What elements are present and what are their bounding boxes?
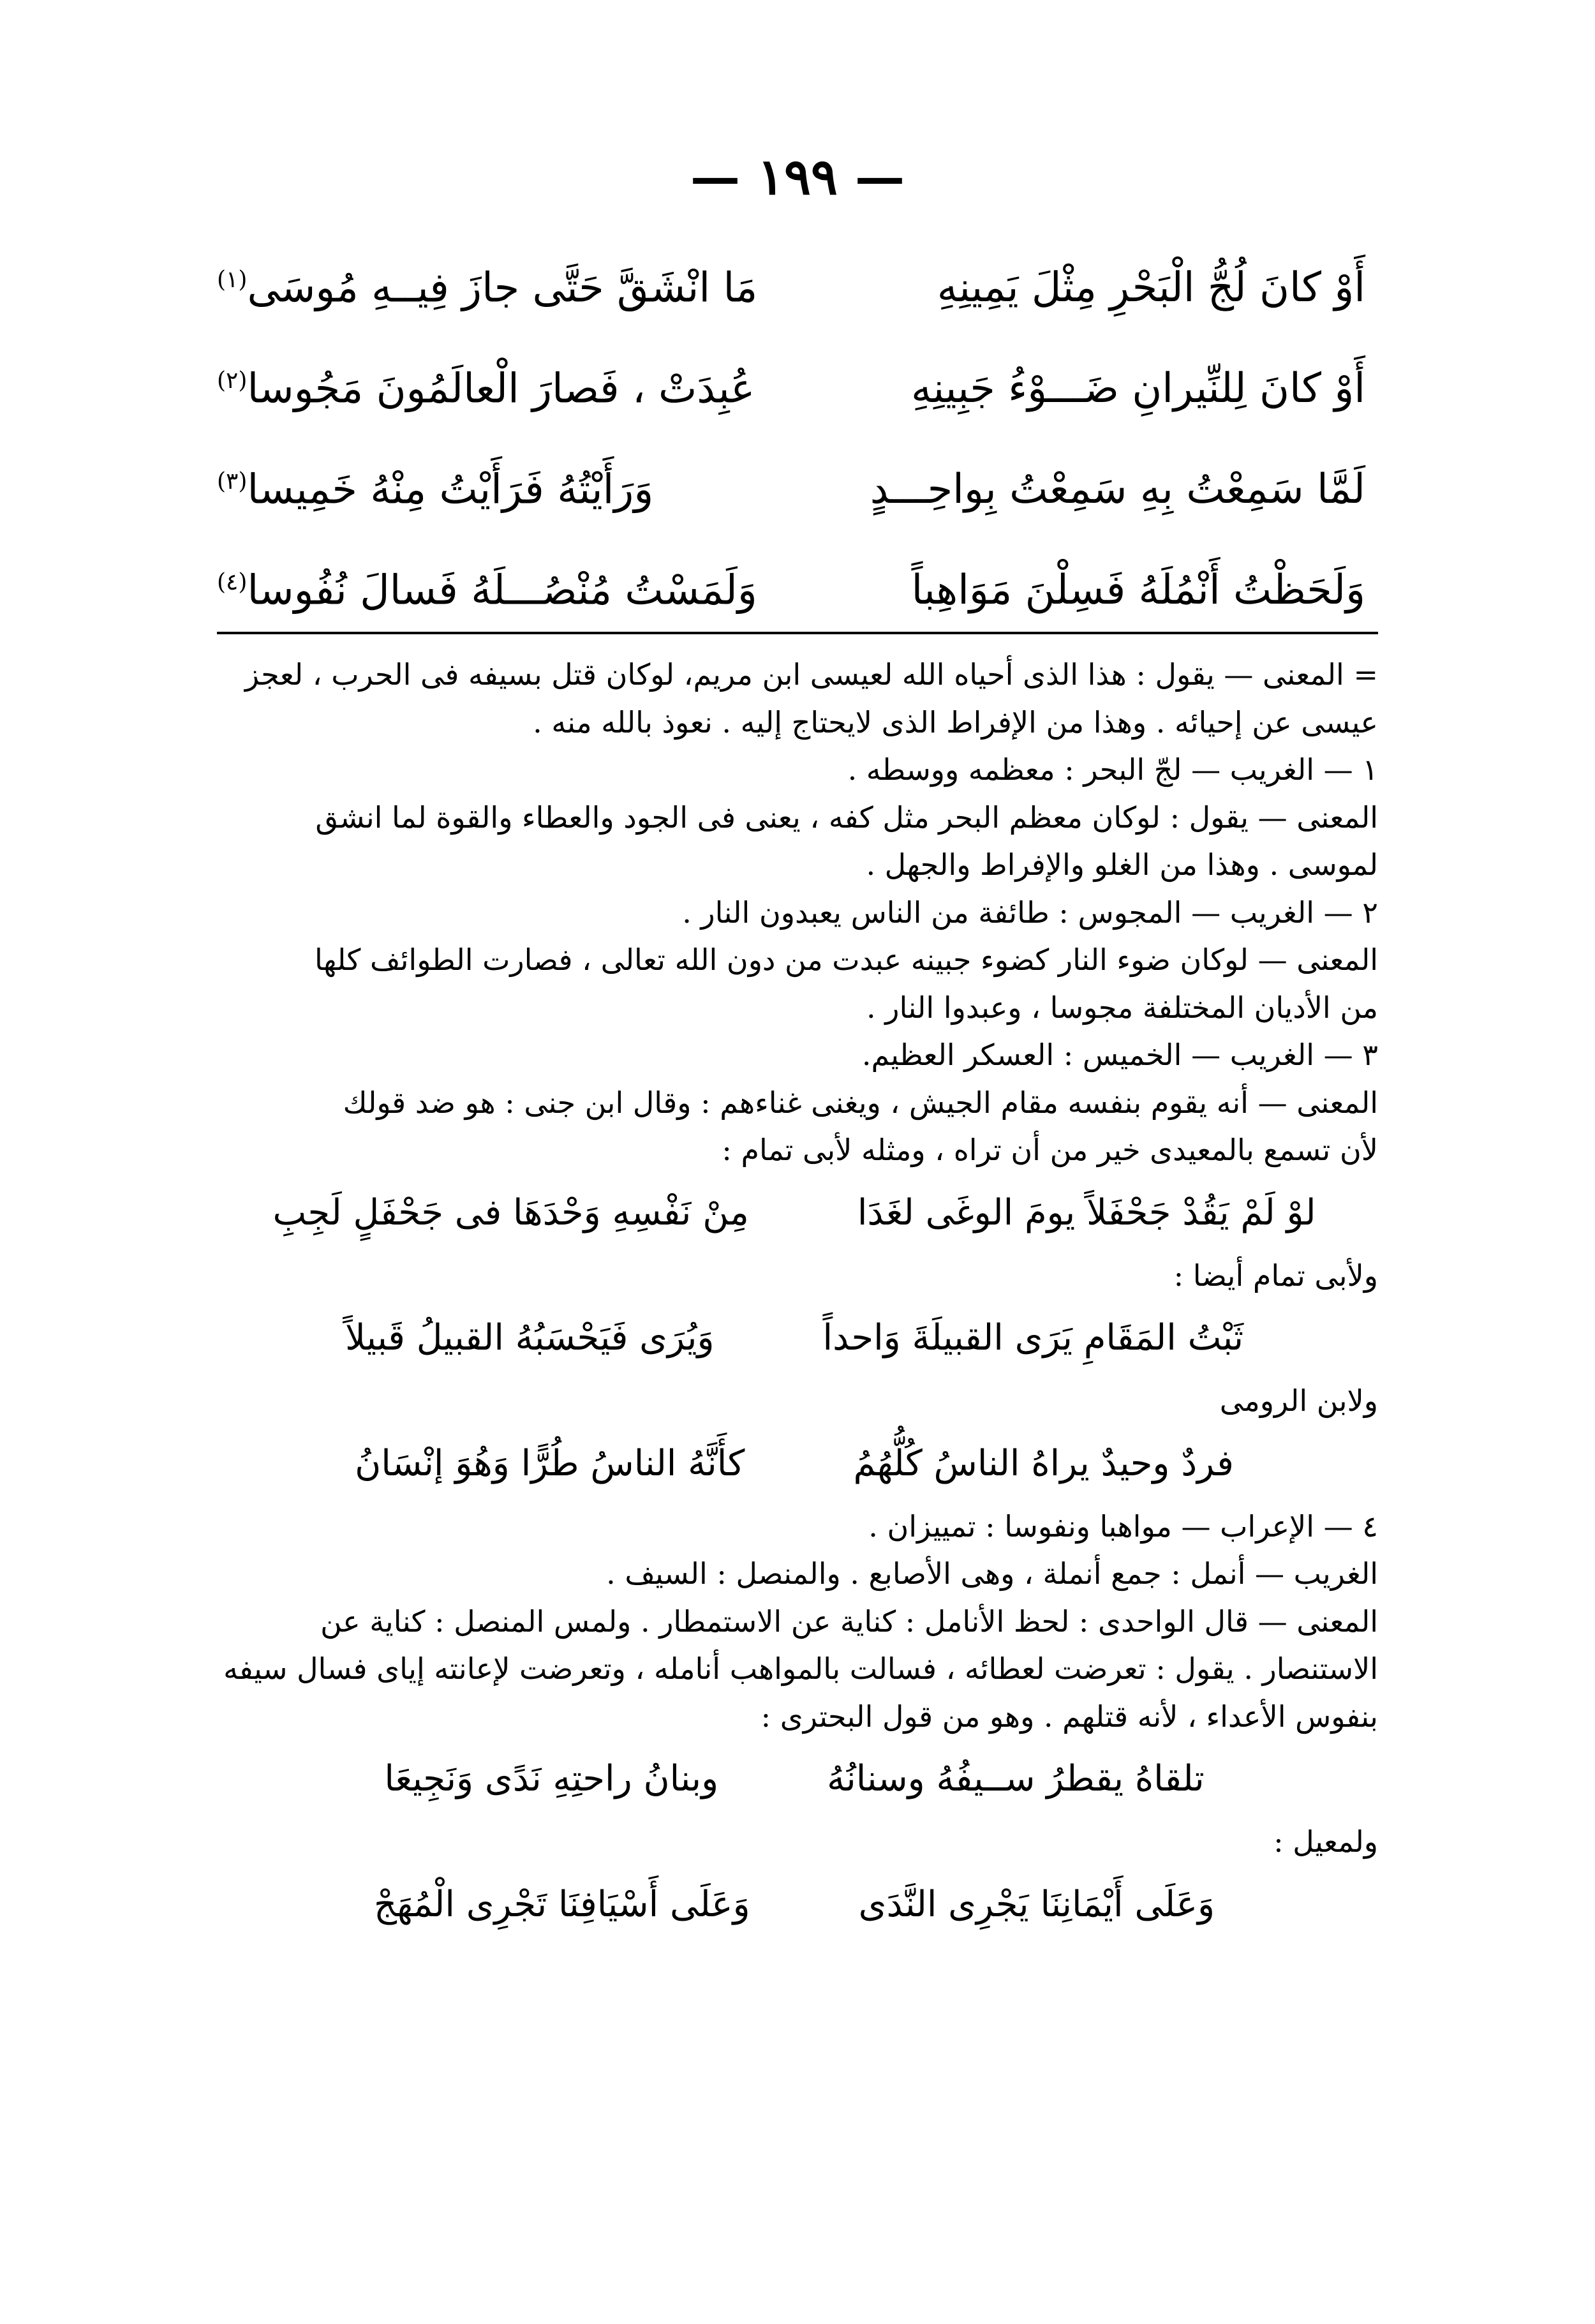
commentary-line: المعنى — قال الواحدى : لحظ الأنامل : كناية عن الاستمطار . ولمس المنصل : كناية عن <box>320 1604 1378 1639</box>
quoted-verse-second-hemistich: وَيُرَى فَيَحْسَبُهُ القبيلُ قَبيلاً <box>345 1317 715 1359</box>
quoted-verse <box>211 1740 1378 1818</box>
quoted-verse <box>211 1866 1378 1944</box>
verse-line <box>217 431 1365 532</box>
commentary-line: ٢ — الغريب — المجوس : طائفة من الناس يعبدون النار . <box>682 895 1378 930</box>
verse-second-hemistich: وَلَمَسْتُ مُنْصُـــلَهُ فَسالَ نُفُوسا <box>247 567 757 615</box>
quoted-verse <box>211 1174 1378 1252</box>
verse-first-hemistich: أَوْ كانَ لِلنِّيرانِ ضَـــوْءُ جَبِينِهِ <box>911 365 1365 413</box>
commentary-line: المعنى — لوكان ضوء النار كضوء جبينه عبدت من دون الله تعالى ، فصارت الطوائف كلها <box>315 942 1378 977</box>
footnote-marker: (١) <box>217 267 248 293</box>
verse-second-hemistich: مَا انْشَقَّ حَتَّى جازَ فِيــهِ مُوسَى <box>247 264 758 312</box>
verse-second-hemistich: عُبِدَتْ ، فَصارَ الْعالَمُونَ مَجُوسا <box>247 365 755 413</box>
commentary-block <box>211 651 1378 1944</box>
quoted-verse <box>211 1425 1378 1503</box>
verse-second-hemistich-wrap <box>217 230 757 338</box>
verse-second-hemistich-wrap <box>217 331 755 439</box>
verse-second-hemistich-wrap <box>217 532 757 641</box>
quoted-verse-second-hemistich: مِنْ نَفْسِهِ وَحْدَهَا فى جَحْفَلٍ لَجِبِ <box>272 1191 749 1233</box>
verse-first-hemistich: وَلَحَظْتُ أَنْمُلَهُ فَسِلْنَ مَوَاهِباً <box>911 567 1365 615</box>
footnote-marker: (٢) <box>217 368 248 394</box>
verse-second-hemistich-wrap <box>217 431 653 540</box>
verse-first-hemistich: أَوْ كانَ لُجُّ الْبَحْرِ مِثْلَ يَمِينِهِ <box>937 264 1365 312</box>
commentary-line: لأن تسمع بالمعيدى خير من أن تراه ، ومثله لأبى تمام : <box>722 1133 1378 1167</box>
verse-first-hemistich: لَمَّا سَمِعْتُ بِهِ سَمِعْتُ بِواحِـــدٍ <box>870 466 1365 514</box>
quoted-verse-second-hemistich: كأَنَّهُ الناسُ طُرًّا وَهُوَ إنْسَانُ <box>355 1442 745 1484</box>
commentary-line: ٣ — الغريب — الخميس : العسكر العظيم. <box>861 1038 1378 1072</box>
commentary-line: ولمعيل : <box>1273 1824 1378 1859</box>
commentary-line: عيسى عن إحيائه . وهذا من الإفراط الذى لايحتاج إليه . نعوذ بالله منه . <box>533 704 1378 740</box>
quoted-verse-second-hemistich: وَعَلَى أَسْيَافِنَا تَجْرِى الْمُهَجْ <box>373 1883 750 1925</box>
commentary-line: = المعنى — يقول : هذا الذى أحياه الله لعيسى ابن مريم، لوكان قتل بسيفه فى الحرب ، لعجز <box>244 657 1378 692</box>
commentary-line: من الأديان المختلفة مجوسا ، وعبدوا النار . <box>866 990 1378 1025</box>
commentary-line: المعنى — أنه يقوم بنفسه مقام الجيش ، ويغنى غناءهم : وقال ابن جنى : هو ضد قولك <box>343 1085 1378 1120</box>
commentary-line: ٤ — الإعراب — مواهبا ونفوسا : تمييزان . <box>868 1508 1378 1544</box>
commentary-line: ولابن الرومى <box>1219 1383 1378 1418</box>
verse-line <box>217 331 1365 431</box>
quoted-verse-first-hemistich: وَعَلَى أَيْمَانِنَا يَجْرِى النَّدَى <box>858 1883 1215 1925</box>
commentary-line: لموسى . وهذا من الغلو والإفراط والجهل . <box>866 847 1378 882</box>
commentary-line: بنفوس الأعداء ، لأنه قتلهم . وهو من قول البحترى : <box>760 1699 1378 1734</box>
verse-block <box>217 230 1365 633</box>
commentary-line: الاستنصار . يقول : تعرضت لعطائه ، فسالت بالمواهب أنامله ، وتعرضت لإعانته إياى فسال سيفه <box>223 1651 1378 1686</box>
verse-line <box>217 230 1365 331</box>
commentary-line: المعنى — يقول : لوكان معظم البحر مثل كفه ، يعنى فى الجود والعطاء والقوة لما انشق <box>315 800 1378 835</box>
quoted-verse-first-hemistich: لوْ لَمْ يَقُدْ جَحْفَلاً يومَ الوغَى لغَدَا <box>857 1191 1316 1233</box>
commentary-line: الغريب — أنمل : جمع أنملة ، وهى الأصابع . والمنصل : السيف . <box>606 1556 1378 1591</box>
verse-second-hemistich: وَرَأَيْتُهُ فَرَأَيْتُ مِنْهُ خَمِيسا <box>247 466 654 514</box>
quoted-verse-first-hemistich: ثَبْتُ المَقَامِ يَرَى القبيلَةَ وَاحداً <box>822 1317 1244 1359</box>
footnote-marker: (٣) <box>217 468 248 495</box>
commentary-line: ١ — الغريب — لجّ البحر : معظمه ووسطه . <box>847 752 1378 787</box>
footnote-marker: (٤) <box>217 569 248 595</box>
page-number: — ١٩٩ — <box>690 148 905 206</box>
quoted-verse-first-hemistich: فردٌ وحيدٌ يراهُ الناسُ كُلُّهُمُ <box>853 1442 1234 1484</box>
quoted-verse-second-hemistich: وبنانُ راحتِهِ نَدًى وَنَجِيعَا <box>384 1758 719 1799</box>
quoted-verse-first-hemistich: تلقاهُ يقطرُ ســيفُهُ وسنانُهُ <box>827 1758 1205 1799</box>
quoted-verse <box>211 1299 1378 1377</box>
separator-rule <box>217 632 1378 634</box>
verse-line <box>217 532 1365 633</box>
commentary-line: ولأبى تمام أيضا : <box>1173 1258 1378 1293</box>
